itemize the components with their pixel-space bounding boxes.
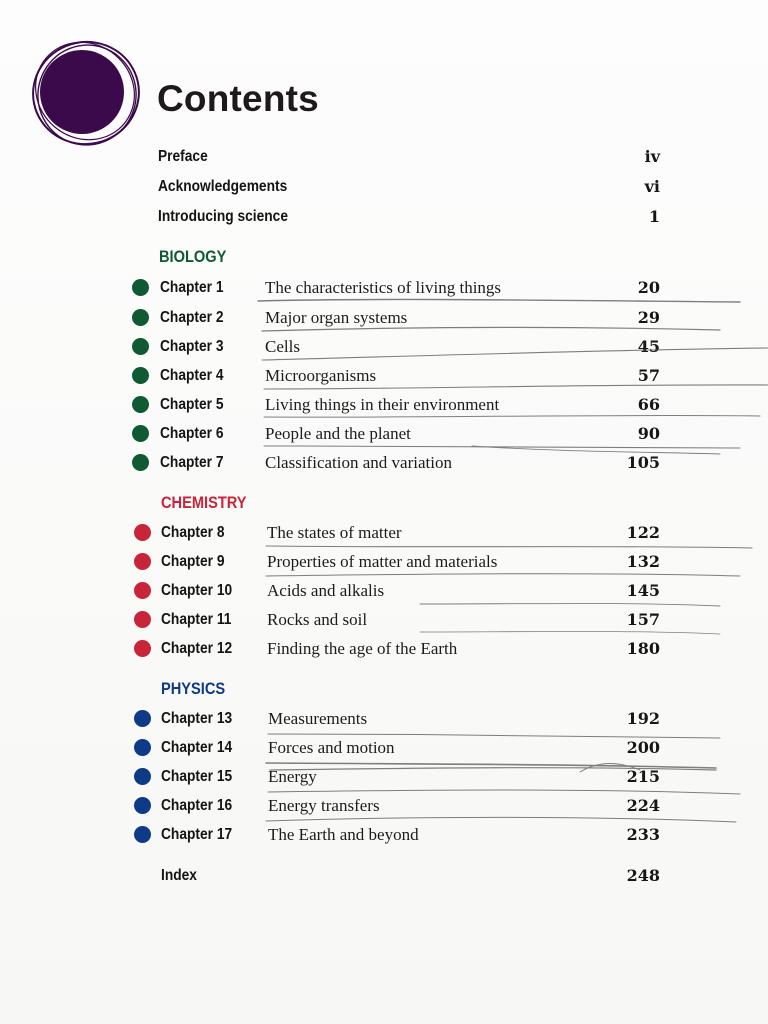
chapter-row[interactable] [130, 793, 660, 819]
chapter-number: Chapter 5 [160, 396, 224, 413]
page-number: 1 [648, 207, 660, 226]
chemistry-dot-icon [134, 553, 151, 570]
chapter-title: Forces and motion [268, 738, 395, 757]
section-heading-biology: BIOLOGY [159, 247, 227, 266]
chapter-row[interactable] [130, 450, 660, 476]
biology-dot-icon [132, 396, 149, 413]
chapter-number: Chapter 4 [160, 367, 224, 384]
chapter-number: Chapter 10 [161, 582, 233, 599]
chapter-row[interactable] [130, 549, 660, 575]
chemistry-dot-icon [134, 611, 151, 628]
index-row[interactable] [161, 864, 660, 888]
chapter-row[interactable] [130, 520, 660, 546]
biology-dot-icon [132, 309, 149, 326]
page-number: vi [644, 177, 660, 196]
chapter-row[interactable] [130, 822, 660, 848]
page-number: 122 [626, 523, 660, 542]
page-number: 105 [626, 453, 660, 472]
chapter-title: Measurements [268, 709, 368, 728]
chapter-number: Chapter 13 [161, 710, 233, 727]
chapter-title: Major organ systems [265, 308, 408, 327]
chapter-row[interactable] [130, 392, 660, 418]
page-number: 248 [626, 866, 660, 885]
physics-dot-icon [134, 797, 151, 814]
chapter-number: Chapter 14 [161, 739, 233, 756]
chapter-row[interactable] [130, 334, 660, 360]
chapter-title: Classification and variation [265, 453, 452, 472]
chapter-number: Chapter 17 [161, 826, 233, 843]
front-matter-row[interactable] [158, 205, 660, 229]
page-title: Contents [157, 78, 319, 119]
front-matter-row[interactable] [158, 175, 660, 199]
biology-dot-icon [132, 454, 149, 471]
chapter-title: The characteristics of living things [265, 278, 502, 297]
page-number: 233 [626, 825, 660, 844]
physics-dot-icon [134, 710, 151, 727]
chapter-title: Properties of matter and materials [267, 552, 498, 571]
chapter-number: Chapter 11 [161, 611, 232, 628]
front-matter-label: Introducing science [158, 208, 288, 225]
page-number: 20 [637, 278, 660, 297]
chapter-title: Cells [265, 337, 300, 356]
page-number: 157 [626, 610, 660, 629]
page-number: 132 [626, 552, 660, 571]
front-matter-label: Preface [158, 148, 208, 165]
chapter-title: People and the planet [265, 424, 411, 443]
chapter-row[interactable] [130, 735, 660, 761]
chapter-title: Rocks and soil [267, 610, 368, 629]
section-heading-physics: PHYSICS [161, 679, 226, 698]
chapter-row[interactable] [130, 578, 660, 604]
chapter-title: Microorganisms [265, 366, 377, 385]
biology-dot-icon [132, 425, 149, 442]
chapter-title: Finding the age of the Earth [267, 639, 458, 658]
front-matter-row[interactable] [158, 145, 660, 169]
chapter-row[interactable] [130, 607, 660, 633]
page-number: 145 [626, 581, 660, 600]
chapter-number: Chapter 12 [161, 640, 233, 657]
chapter-row[interactable] [130, 421, 660, 447]
physics-dot-icon [134, 768, 151, 785]
chemistry-dot-icon [134, 640, 151, 657]
chapter-title: The Earth and beyond [268, 825, 419, 844]
chapter-number: Chapter 3 [160, 338, 224, 355]
chapter-number: Chapter 7 [160, 454, 224, 471]
physics-dot-icon [134, 826, 151, 843]
biology-dot-icon [132, 338, 149, 355]
chapter-number: Chapter 1 [160, 279, 224, 296]
physics-dot-icon [134, 739, 151, 756]
chapter-row[interactable] [130, 363, 660, 389]
chapter-row[interactable] [130, 275, 660, 301]
chapter-row[interactable] [130, 636, 660, 662]
chapter-title: Energy [268, 767, 317, 786]
page-number: 215 [626, 767, 660, 786]
chapter-number: Chapter 15 [161, 768, 233, 785]
chapter-number: Chapter 2 [160, 309, 224, 326]
biology-dot-icon [132, 279, 149, 296]
chapter-title: Acids and alkalis [267, 581, 385, 600]
page-number: 45 [637, 337, 660, 356]
page-number: 66 [637, 395, 660, 414]
chapter-number: Chapter 6 [160, 425, 224, 442]
chapter-title: The states of matter [267, 523, 402, 542]
chemistry-dot-icon [134, 524, 151, 541]
chapter-title: Energy transfers [268, 796, 380, 815]
page-number: 57 [637, 366, 660, 385]
index-label: Index [161, 867, 197, 884]
chemistry-dot-icon [134, 582, 151, 599]
contents-circle-logo [30, 38, 144, 150]
page-number: 90 [637, 424, 660, 443]
chapter-row[interactable] [130, 305, 660, 331]
section-heading-chemistry: CHEMISTRY [161, 493, 247, 512]
page-number: 192 [626, 709, 660, 728]
front-matter-label: Acknowledgements [158, 178, 288, 195]
page-number: 224 [626, 796, 660, 815]
page-number: iv [644, 147, 660, 166]
chapter-row[interactable] [130, 764, 660, 790]
page-number: 180 [626, 639, 660, 658]
page-number: 200 [626, 738, 660, 757]
biology-dot-icon [132, 367, 149, 384]
chapter-number: Chapter 9 [161, 553, 225, 570]
chapter-title: Living things in their environment [265, 395, 500, 414]
chapter-number: Chapter 8 [161, 524, 225, 541]
chapter-number: Chapter 16 [161, 797, 233, 814]
page-number: 29 [637, 308, 660, 327]
chapter-row[interactable] [130, 706, 660, 732]
